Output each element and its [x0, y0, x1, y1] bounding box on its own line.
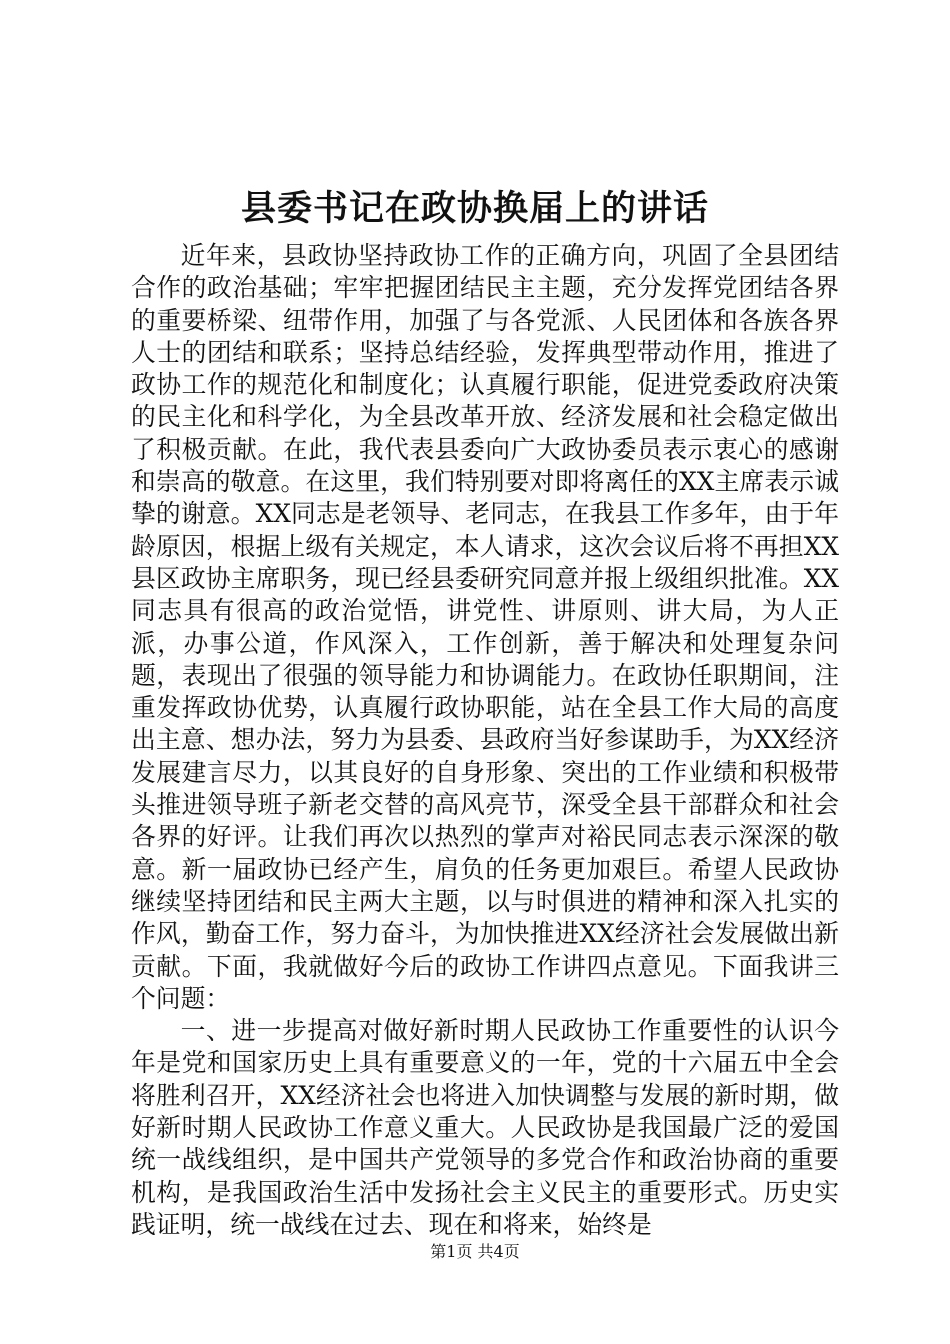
page-number: 第1页 共4页: [430, 1242, 520, 1261]
document-title: 县委书记在政协换届上的讲话: [240, 188, 709, 229]
document-body: [131, 240, 839, 1241]
paragraph-1: 近年来，县政协坚持政协工作的正确方向，巩固了全县团结合作的政治基础；牢牢把握团结民主主题，充分发挥党团结各界的重要桥梁、纽带作用，加强了与各党派、人民团体和各族各界人士的团结和联系；坚持总结经验，发挥典型带动作用，推进了政协工作的规范化和制度化；认真履行职能，促进党委政府决策的民主化和科学化，为全县改革开放、经济发展和社会稳定做出了积极贡献。在此，我代表县委向广大政协委员表示衷心的感谢和崇高的敬意。在这里，我们特别要对即将离任的XX主席表示诚挚的谢意。XX同志是老领导、老同志，在我县工作多年，由于年龄原因，根据上级有关规定，本人请求，这次会议后将不再担XX县区政协主席职务，现已经县委研究同意并报上级组织批准。XX同志具有很高的政治觉悟，讲党性、讲原则、讲大局，为人正派，办事公道，作风深入，工作创新，善于解决和处理复杂问题，表现出了很强的领导能力和协调能力。在政协任职期间，注重发挥政协优势，认真履行政协职能，站在全县工作大局的高度出主意、想办法，努力为县委、县政府当好参谋助手，为XX经济发展建言尽力，以其良好的自身形象、突出的工作业绩和积极带头推进领导班子新老交替的高风亮节，深受全县干部群众和社会各界的好评。让我们再次以热烈的掌声对裕民同志表示深深的敬意。新一届政协已经产生，肩负的任务更加艰巨。希望人民政协继续坚持团结和民主两大主题，以与时俱进的精神和深入扎实的作风，勤奋工作，努力奋斗，为加快推进XX经济社会发展做出新贡献。下面，我就做好今后的政协工作讲四点意见。下面我讲三个问题：: [131, 241, 839, 1013]
paragraph-2: 一、进一步提高对做好新时期人民政协工作重要性的认识今年是党和国家历史上具有重要意义的一年，党的十六届五中全会将胜利召开，XX经济社会也将进入加快调整与发展的新时期，做好新时期人民政协工作意义重大。人民政协是我国最广泛的爱国统一战线组织，是中国共产党领导的多党合作和政治协商的重要机构，是我国政治生活中发扬社会主义民主的重要形式。历史实践证明，统一战线在过去、现在和将来，始终是: [131, 1016, 839, 1239]
